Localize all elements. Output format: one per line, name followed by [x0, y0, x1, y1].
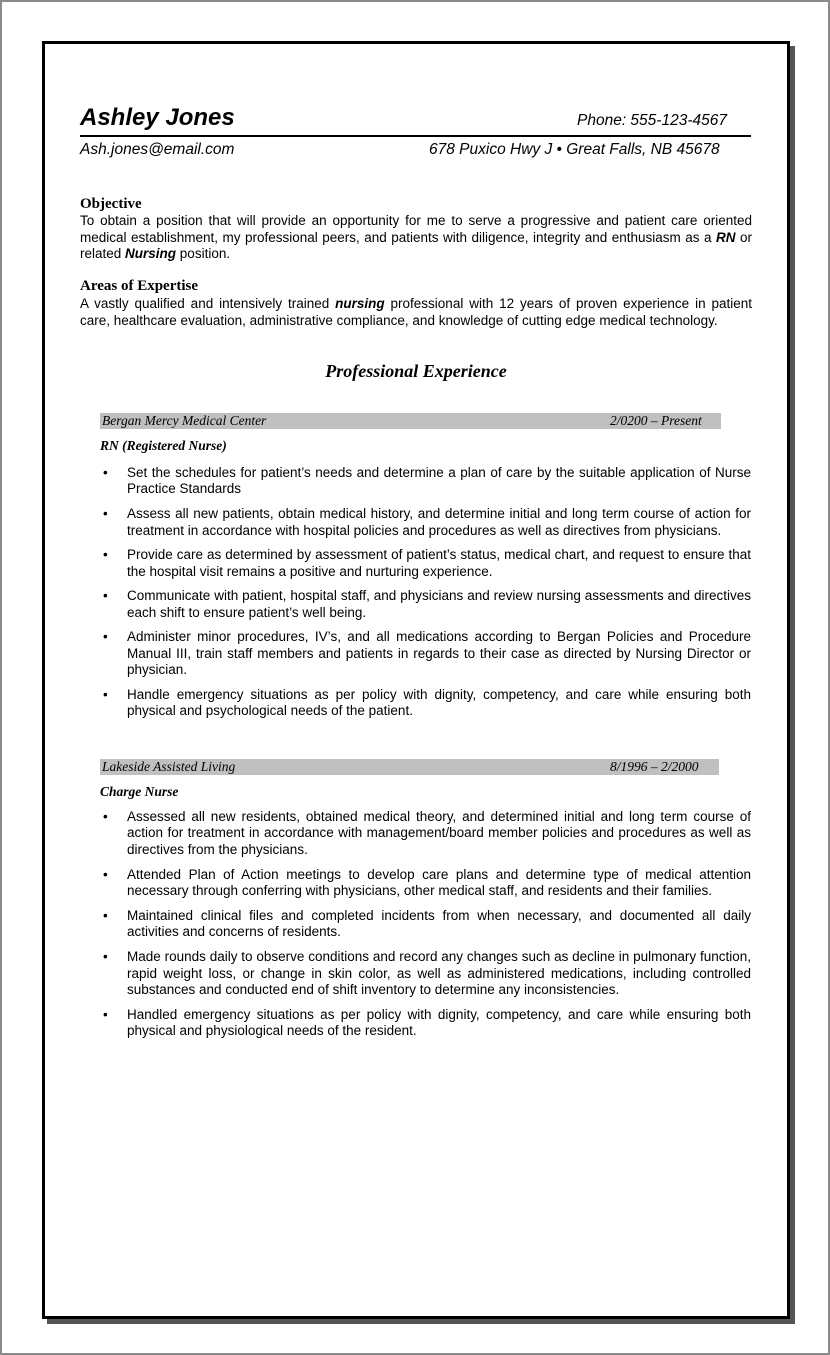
bullet-icon: • [103, 629, 108, 645]
expertise-heading: Areas of Expertise [80, 278, 199, 294]
duties-list [100, 809, 751, 1048]
job-title: Charge Nurse [100, 784, 179, 799]
list-item: • Maintained clinical files and completed incidents from when necessary, and documented all daily activities and concerns of residents. [103, 908, 751, 940]
header-divider [80, 135, 751, 137]
postal-address: 678 Puxico Hwy J • Great Falls, NB 45678 [429, 141, 720, 158]
objective-bold-rn: RN [716, 229, 736, 245]
bullet-icon: • [103, 908, 108, 924]
job-header-bar [100, 413, 721, 429]
experience-heading: Professional Experience [325, 361, 507, 381]
list-item: • Set the schedules for patient’s needs and determine a plan of care by the suitable application of Nurse Practice Standards [103, 465, 751, 497]
bullet-icon: • [103, 809, 108, 824]
employer-name: Lakeside Assisted Living [102, 759, 236, 774]
phone-number: Phone: 555-123-4567 [577, 112, 727, 129]
bullet-icon: • [103, 949, 108, 965]
candidate-name: Ashley Jones [80, 104, 235, 131]
employment-dates: 8/1996 – 2/2000 [610, 759, 699, 774]
employment-dates: 2/0200 – Present [610, 413, 702, 428]
duties-list [100, 465, 751, 728]
objective-text: To obtain a position that will provide an opportunity for me to serve a progressive and patient care oriented medical establishment, my professional peers, and patients with diligence, integrity and enthusiasm as a RN or related Nursing position. [80, 213, 752, 261]
bullet-icon: • [103, 686, 108, 702]
email-address: Ash.jones@email.com [80, 141, 235, 158]
list-item: • Communicate with patient, hospital staff, and physicians and review nursing assessments and directives each shift to ensure patient’s well being. [103, 588, 751, 620]
bullet-icon: • [103, 506, 108, 522]
list-item: • Assess all new patients, obtain medical history, and determine initial and long term course of action for treatment in accordance with hospital policies and procedures as well as directives from physicians. [103, 506, 751, 538]
list-item: • Assessed all new residents, obtained medical theory, and determined initial and long term course of action for treatment in accordance with management/board member policies and procedures as well as directives from the physicians. [103, 809, 751, 857]
list-item: • Administer minor procedures, IV’s, and all medications according to Bergan Policies and Procedure Manual III, train staff members and patients in regards to their case as directed by Nursing Director or physician. [103, 629, 751, 678]
objective-bold-nursing: Nursing [125, 246, 177, 261]
bullet-icon: • [103, 588, 108, 604]
list-item: • Provide care as determined by assessment of patient’s status, medical chart, and request to ensure that the hospital visit remains a positive and nurturing experience. [103, 547, 751, 579]
resume-page [42, 41, 790, 1319]
bullet-icon: • [103, 547, 108, 563]
job-title: RN (Registered Nurse) [100, 438, 227, 453]
employer-name: Bergan Mercy Medical Center [102, 413, 267, 428]
list-item: • Handled emergency situations as per policy with dignity, competency, and care while ensuring both physical and physiological needs of the resident. [103, 1007, 751, 1039]
objective-heading: Objective [80, 196, 142, 212]
bullet-icon: • [103, 1007, 108, 1023]
job-header-bar [100, 759, 719, 775]
expertise-text: A vastly qualified and intensively trained nursing professional with 12 years of proven experience in patient care, healthcare evaluation, administrative compliance, and knowledge of cutting edge medical technology. [80, 296, 752, 328]
list-item: • Made rounds daily to observe conditions and record any changes such as decline in pulmonary function, rapid weight loss, or change in skin color, as well as administered medications, including controlled substances and conducted end of shift inventory to determine any inconsistencies. [103, 949, 751, 998]
list-item: • Attended Plan of Action meetings to develop care plans and determine type of medical attention necessary through conferring with physicians, other medical staff, and residents and their families. [103, 866, 751, 899]
expertise-bold-nursing: nursing [335, 296, 385, 311]
bullet-icon: • [103, 866, 108, 882]
bullet-icon: • [103, 465, 108, 480]
list-item: • Handle emergency situations as per policy with dignity, competency, and care while ensuring both physical and psychological needs of the patient. [103, 686, 751, 719]
